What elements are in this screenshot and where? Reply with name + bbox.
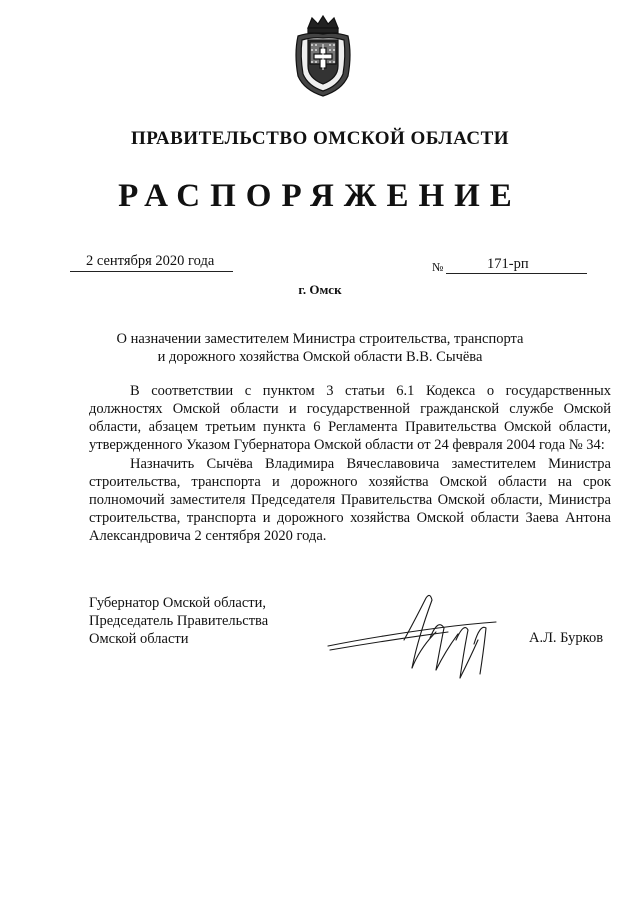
- signer-name: А.Л. Бурков: [529, 630, 604, 646]
- subject-line: О назначении заместителем Министра строительства, транспорта: [116, 331, 524, 347]
- document-number: 171-рп: [487, 256, 529, 272]
- body-paragraph: Назначить Сычёва Владимира Вячеславовича заместителем Министра строительства, транспорта и дорожного хозяйства Омской области на срок полномочий заместителя Председателя Правительства Омской области, Министра строительства, транспорта и дорожного хозяйства Омской области Заева Антона Александровича 2 сентября 2020 года.: [89, 456, 611, 544]
- number-underline: [446, 273, 587, 274]
- signer-position-line: Председатель Правительства: [89, 613, 269, 629]
- omsk-coat-of-arms-icon: [290, 14, 356, 98]
- handwritten-signature-icon: [318, 588, 518, 688]
- signer-position: [89, 594, 268, 648]
- date-underline: [70, 271, 233, 272]
- document-type: РАСПОРЯЖЕНИЕ: [118, 178, 522, 214]
- signer-position-line: Губернатор Омской области,: [89, 595, 266, 611]
- document-subject: [0, 330, 640, 366]
- city: г. Омск: [298, 282, 342, 297]
- document-date: 2 сентября 2020 года: [86, 253, 215, 269]
- document-body: [89, 382, 611, 545]
- organization-title: ПРАВИТЕЛЬСТВО ОМСКОЙ ОБЛАСТИ: [130, 128, 510, 149]
- number-sign: №: [432, 260, 444, 274]
- body-paragraph: В соответствии с пунктом 3 статьи 6.1 Кодекса о государственных должностях Омской области и государственной гражданской службе Омской области, абзацем третьим пункта 6 Регламента Правительства Омской области, утвержденного Указом Губернатора Омской области от 24 февраля 2004 года № 34:: [89, 383, 611, 453]
- subject-line: и дорожного хозяйства Омской области В.В. Сычёва: [157, 349, 483, 365]
- signer-position-line: Омской области: [89, 631, 189, 647]
